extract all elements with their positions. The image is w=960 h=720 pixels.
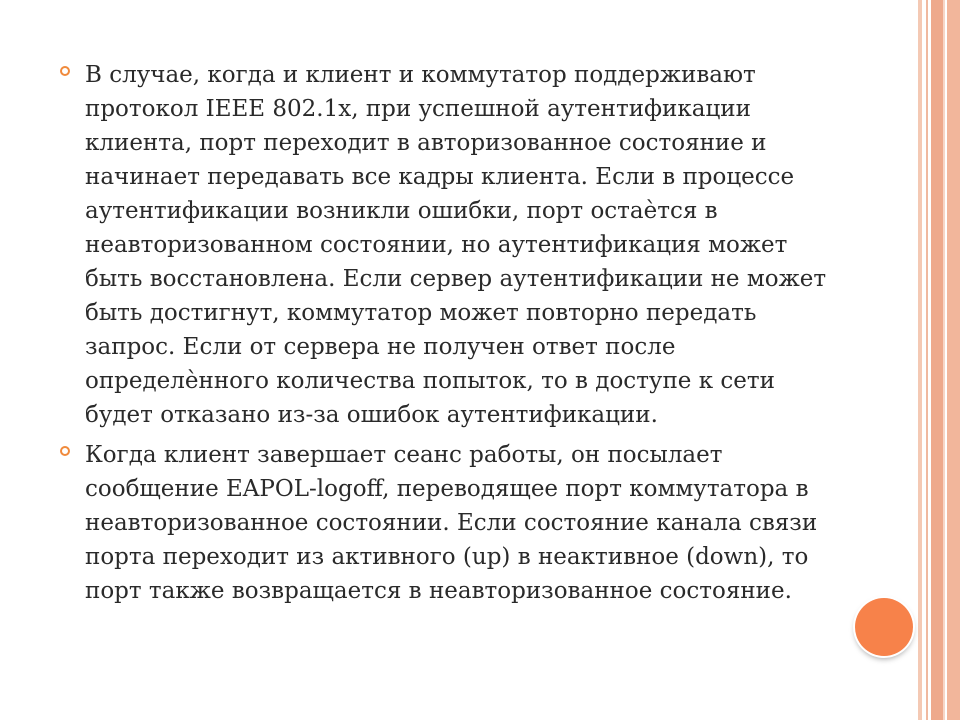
- decorative-stripe: [947, 0, 960, 720]
- decorative-circle: [855, 598, 913, 656]
- decorative-stripe: [931, 0, 943, 720]
- decorative-stripe: [943, 0, 945, 720]
- bullet-item: [60, 58, 910, 432]
- decorative-stripe: [926, 0, 928, 720]
- bullet-text: Когда клиент завершает сеанс работы, он посылает сообщение EAPOL-logoff, переводящее порт коммутатора в неавторизованное состоянии. Если состояние канала связи порта переходит из активного (up) в неактивное (down), то порт также возвращается в неавторизованное состояние.: [85, 442, 818, 604]
- bullet-item: [60, 438, 910, 608]
- bullet-text: В случае, когда и клиент и коммутатор поддерживают протокол IEEE 802.1x, при успешной аутентификации клиента, порт переходит в авторизованное состояние и начинает передавать все кадры клиента. Если в процессе аутентификации возникли ошибки, порт остаѐтся в неавторизованном состоянии, но аутентификация может быть восстановлена. Если сервер аутентификации не может быть достигнут, коммутатор может повторно передать запрос. Если от сервера не получен ответ после определѐнного количества попыток, то в доступе к сети будет отказано из-за ошибок аутентификации.: [85, 62, 827, 428]
- bullet-list: [60, 58, 910, 614]
- decorative-stripe: [918, 0, 922, 720]
- bullet-ring-icon: [60, 446, 70, 456]
- bullet-ring-icon: [60, 66, 70, 76]
